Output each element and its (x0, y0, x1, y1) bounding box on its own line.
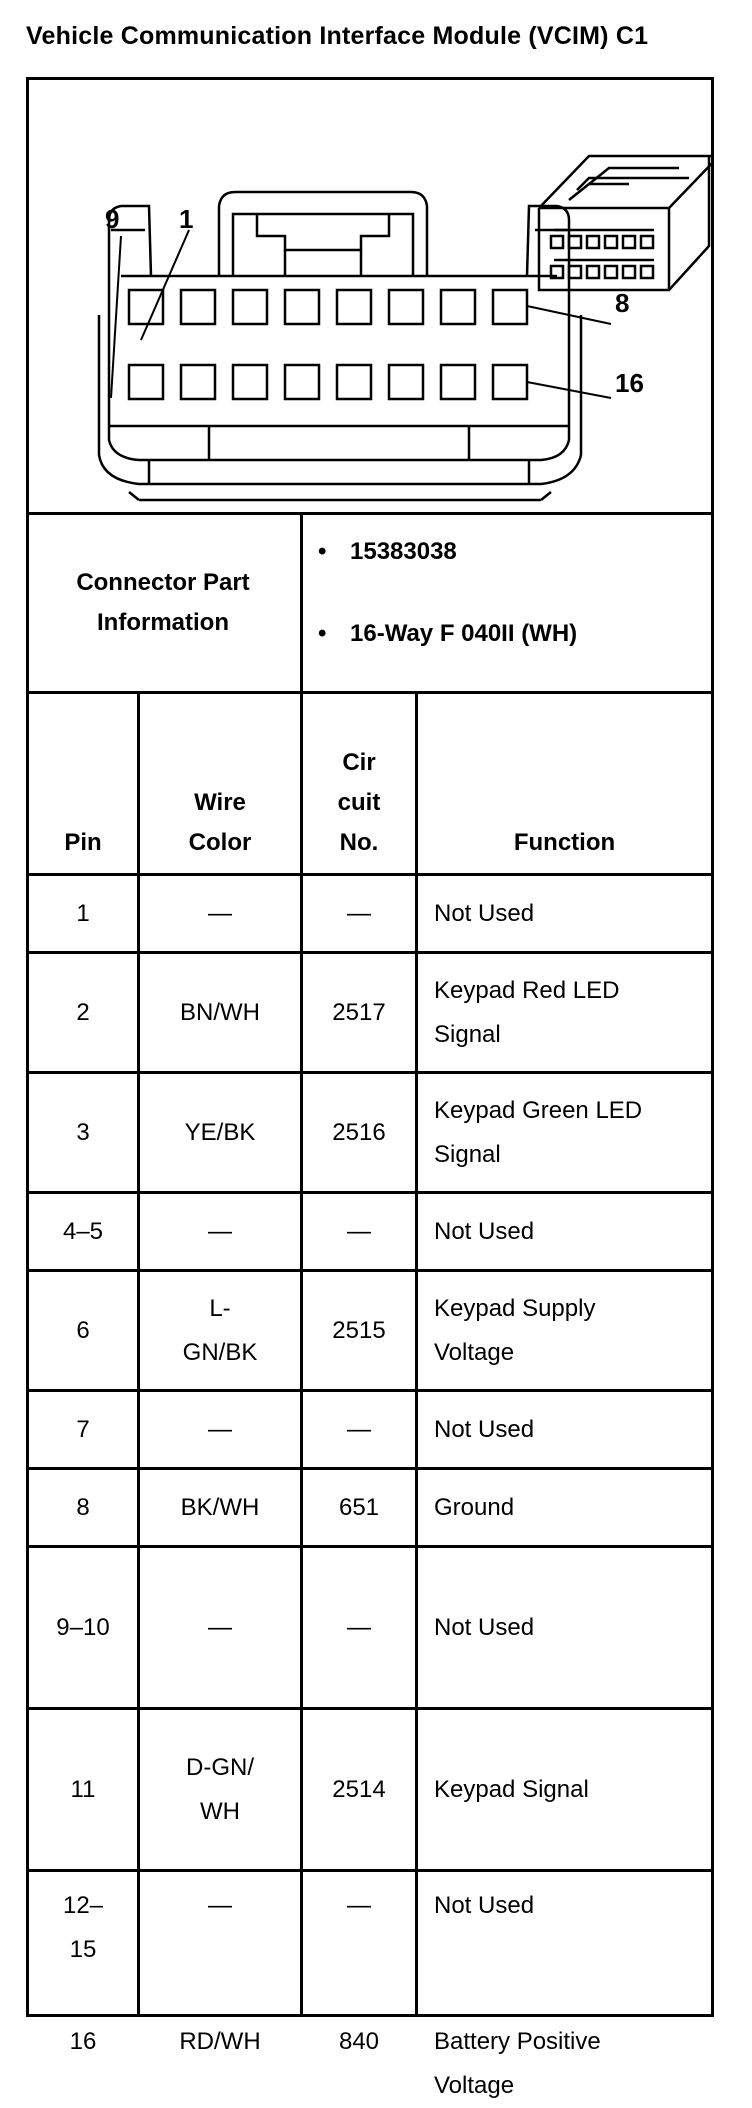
cell-wire-color: BK/WH (180, 1493, 260, 1521)
cell-pin: 11 (70, 1775, 96, 1803)
cell-wire-color: L-GN/BK (182, 1294, 258, 1366)
connector-info-label: Connector Part Information (76, 569, 250, 636)
connector-description: • 16-Way F 040II (WH) (318, 620, 578, 647)
cell-function: Ground (434, 1493, 515, 1521)
connector-part-number: • 15383038 (318, 538, 457, 565)
cell-pin: 2 (76, 998, 90, 1026)
cell-function: Not Used (434, 1892, 535, 1919)
cell-wire-color: — (208, 899, 232, 927)
header-function: Function (513, 829, 616, 856)
cell-function: Battery Positive Voltage (434, 2028, 601, 2099)
callout-9: 9 (105, 204, 120, 234)
cell-pin: 6 (76, 1316, 90, 1344)
callout-8: 8 (615, 288, 630, 318)
cell-wire-color: — (208, 1892, 232, 1919)
cell-circuit: — (347, 1415, 371, 1443)
cell-circuit: — (347, 1613, 371, 1641)
cell-circuit: 840 (338, 2028, 380, 2055)
header-circuit-no: Cir cuit No. (337, 749, 381, 856)
cell-wire-color: — (208, 1415, 232, 1443)
cell-circuit: 2515 (332, 1316, 386, 1344)
cell-function: Not Used (434, 1217, 535, 1245)
cell-wire-color: — (208, 1217, 232, 1245)
cell-function: Not Used (434, 1613, 535, 1641)
cell-wire-color: — (208, 1613, 232, 1641)
cell-pin: 1 (76, 899, 90, 927)
cell-function: Keypad Signal (434, 1775, 589, 1803)
cell-circuit: 2514 (332, 1775, 386, 1803)
cell-function: Not Used (434, 899, 535, 927)
page-title: Vehicle Communication Interface Module (VCIM) C1 (26, 22, 649, 50)
cell-wire-color: YE/BK (184, 1118, 256, 1146)
cell-wire-color: RD/WH (179, 2028, 261, 2055)
connector-diagram (29, 80, 711, 512)
cell-pin: 7 (76, 1415, 90, 1443)
cell-circuit: 2516 (332, 1118, 386, 1146)
cell-pin: 4–5 (62, 1217, 104, 1245)
cell-wire-color: BN/WH (180, 998, 260, 1026)
cell-function: Not Used (434, 1415, 535, 1443)
cell-circuit: 651 (338, 1493, 380, 1521)
header-pin: Pin (64, 829, 102, 856)
cell-pin: 8 (76, 1493, 90, 1521)
cell-function: Keypad Red LED Signal (434, 976, 620, 1048)
cell-function: Keypad Green LED Signal (434, 1096, 643, 1168)
cell-circuit: — (347, 1217, 371, 1245)
cell-pin: 16 (69, 2028, 97, 2055)
cell-pin: 3 (76, 1118, 90, 1146)
header-wire-color: Wire Color (188, 789, 252, 856)
callout-16: 16 (615, 368, 644, 398)
cell-pin: 12– 15 (62, 1892, 104, 1963)
callout-1: 1 (179, 204, 194, 234)
cell-circuit: 2517 (332, 998, 386, 1026)
cell-function: Keypad Supply Voltage (434, 1294, 596, 1366)
cell-pin: 9–10 (56, 1613, 110, 1641)
cell-circuit: — (347, 899, 371, 927)
cell-wire-color: D-GN/ WH (186, 1753, 254, 1825)
cell-circuit: — (347, 1892, 371, 1919)
